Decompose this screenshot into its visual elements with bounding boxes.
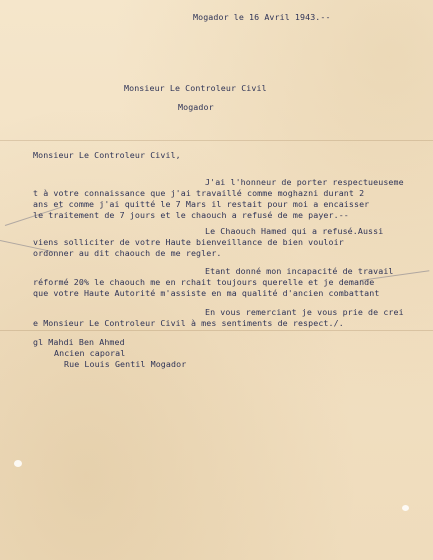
fold-crease <box>0 140 433 141</box>
recipient-city: Mogador <box>178 102 214 112</box>
body-line: viens solliciter de votre Haute bienveillance de bien vouloir <box>33 237 344 247</box>
body-line: Etant donné mon incapacité de travail <box>205 266 394 276</box>
paper-spot <box>14 460 22 467</box>
recipient-name: Monsieur Le Controleur Civil <box>124 83 267 93</box>
signature-line: gl Mahdi Ben Ahmed <box>33 337 125 347</box>
body-line: réformé 20% le chaouch me en rchait toujours querelle et je demande <box>33 277 375 287</box>
body-line: En vous remerciant je vous prie de crei <box>205 307 404 317</box>
body-line: t à votre connaissance que j'ai travaillé comme moghazni durant 2 <box>33 188 365 198</box>
body-line: le traitement de 7 jours et le chaouch a refusé de me payer.-- <box>33 210 349 220</box>
body-line: J'ai l'honneur de porter respectueuseme <box>205 177 404 187</box>
body-line: ans et comme j'ai quitté le 7 Mars il restait pour moi a encaisser <box>33 199 370 209</box>
fold-crease <box>0 330 433 331</box>
paper-spot <box>402 505 409 511</box>
salutation: Monsieur Le Controleur Civil, <box>33 150 181 160</box>
body-line: ordonner au dit chaouch de me regler. <box>33 248 222 258</box>
body-line: Le Chaouch Hamed qui a refusé.Aussi <box>205 226 384 236</box>
body-line: que votre Haute Autorité m'assiste en ma qualité d'ancien combattant <box>33 288 380 298</box>
body-line: e Monsieur Le Controleur Civil à mes sentiments de respect./. <box>33 318 344 328</box>
date-line: Mogador le 16 Avril 1943.-- <box>193 12 331 22</box>
signature-line: Rue Louis Gentil Mogador <box>64 359 187 369</box>
signature-line: Ancien caporal <box>54 348 126 358</box>
